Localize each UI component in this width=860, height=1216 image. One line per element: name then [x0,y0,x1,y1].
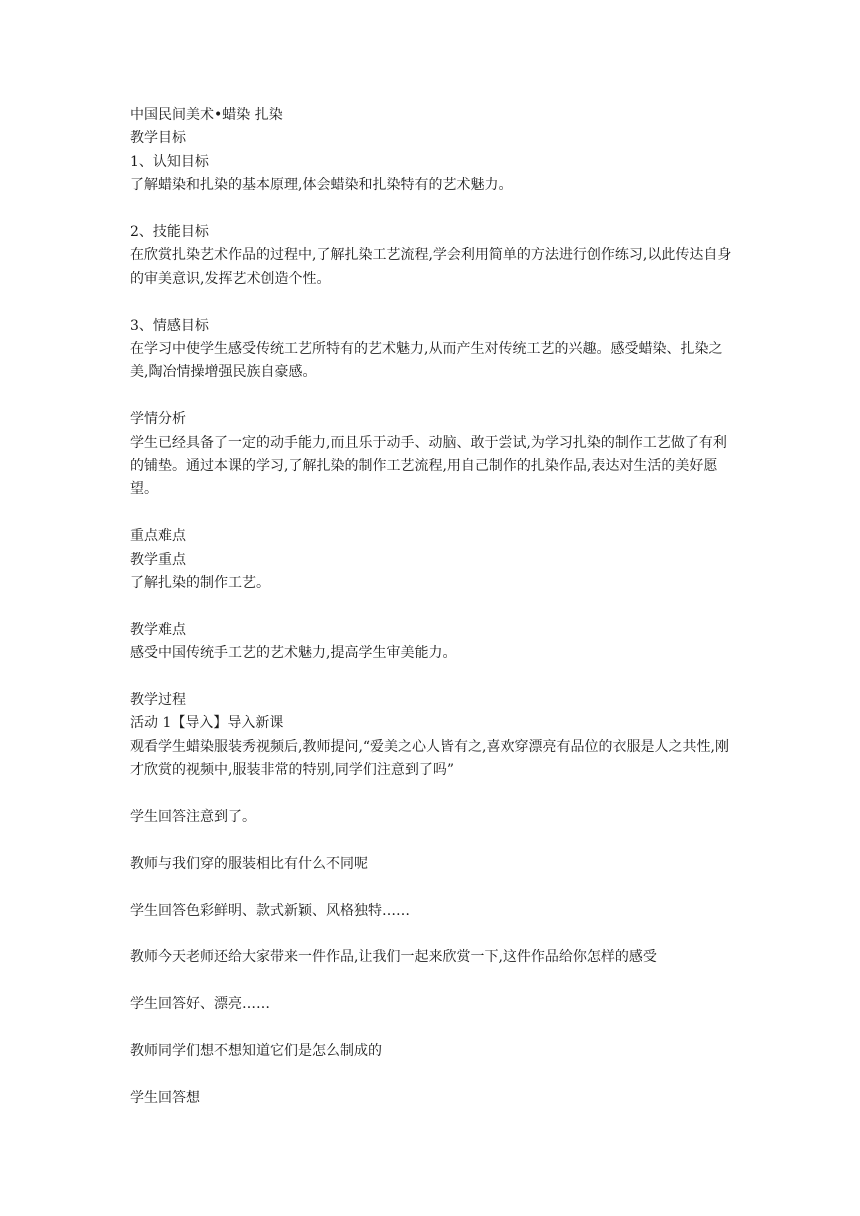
spacer [130,1063,740,1086]
spacer [130,666,740,689]
process-heading: 教学过程 [130,692,186,709]
activity1-text: 观看学生蜡染服装秀视频后,教师提问,“爱美之心人皆有之,喜欢穿漂亮有品位的衣服是人之共性,刚才欣赏的视频中,服装非常的特别,同学们注意到了吗” [130,738,729,779]
dialogue-line: 学生回答好、漂亮…… [130,996,270,1013]
spacer [130,783,740,806]
document-page [130,104,740,1110]
goals-heading: 教学目标 [130,130,186,147]
dialogue-line: 教师同学们想不想知道它们是怎么制成的 [130,1043,382,1060]
difficulty-heading: 教学难点 [130,621,186,638]
spacer [130,1017,740,1040]
emotion-goal-heading: 3、情感目标 [130,317,209,334]
dialogue-line: 教师与我们穿的服装相比有什么不同呢 [130,855,368,872]
skill-goal-text: 在欣赏扎染艺术作品的过程中,了解扎染工艺流程,学会利用简单的方法进行创作练习,以此传达自身的审美意识,发挥艺术创造个性。 [130,247,732,287]
cognitive-goal-text: 了解蜡染和扎染的基本原理,体会蜡染和扎染特有的艺术魅力。 [130,177,513,194]
spacer [130,385,740,408]
spacer [130,595,740,618]
dialogue-line: 学生回答想 [130,1089,200,1106]
spacer [130,876,740,899]
cognitive-goal-heading: 1、认知目标 [130,153,209,170]
skill-goal-heading: 2、技能目标 [130,224,209,241]
focus-text: 了解扎染的制作工艺。 [130,575,270,592]
dialogue-line: 学生回答色彩鲜明、款式新颖、风格独特…… [130,902,410,919]
spacer [130,970,740,993]
difficulty-text: 感受中国传统手工艺的艺术魅力,提高学生审美能力。 [130,645,457,662]
document-title: 中国民间美术•蜡染 扎染 [130,107,283,123]
spacer [130,502,740,525]
emotion-goal-text: 在学习中使学生感受传统工艺所特有的艺术魅力,从而产生对传统工艺的兴趣。感受蜡染、扎染之美,陶冶情操增强民族自豪感。 [130,341,723,381]
spacer [130,829,740,852]
spacer [130,198,740,221]
activity1-heading: 活动 1【导入】导入新课 [130,715,284,732]
analysis-text: 学生已经具备了一定的动手能力,而且乐于动手、动脑、敢于尝试,为学习扎染的制作工艺做了有利的铺垫。通过本课的学习,了解扎染的制作工艺流程,用自己制作的扎染作品,表达对生活的美好愿望。 [130,434,727,498]
dialogue-line: 学生回答注意到了。 [130,809,256,826]
analysis-heading: 学情分析 [130,411,186,428]
focus-heading: 教学重点 [130,551,186,568]
spacer [130,923,740,946]
keypoints-heading: 重点难点 [130,528,186,545]
dialogue-line: 教师今天老师还给大家带来一件作品,让我们一起来欣赏一下,这件作品给你怎样的感受 [130,949,657,966]
spacer [130,291,740,314]
